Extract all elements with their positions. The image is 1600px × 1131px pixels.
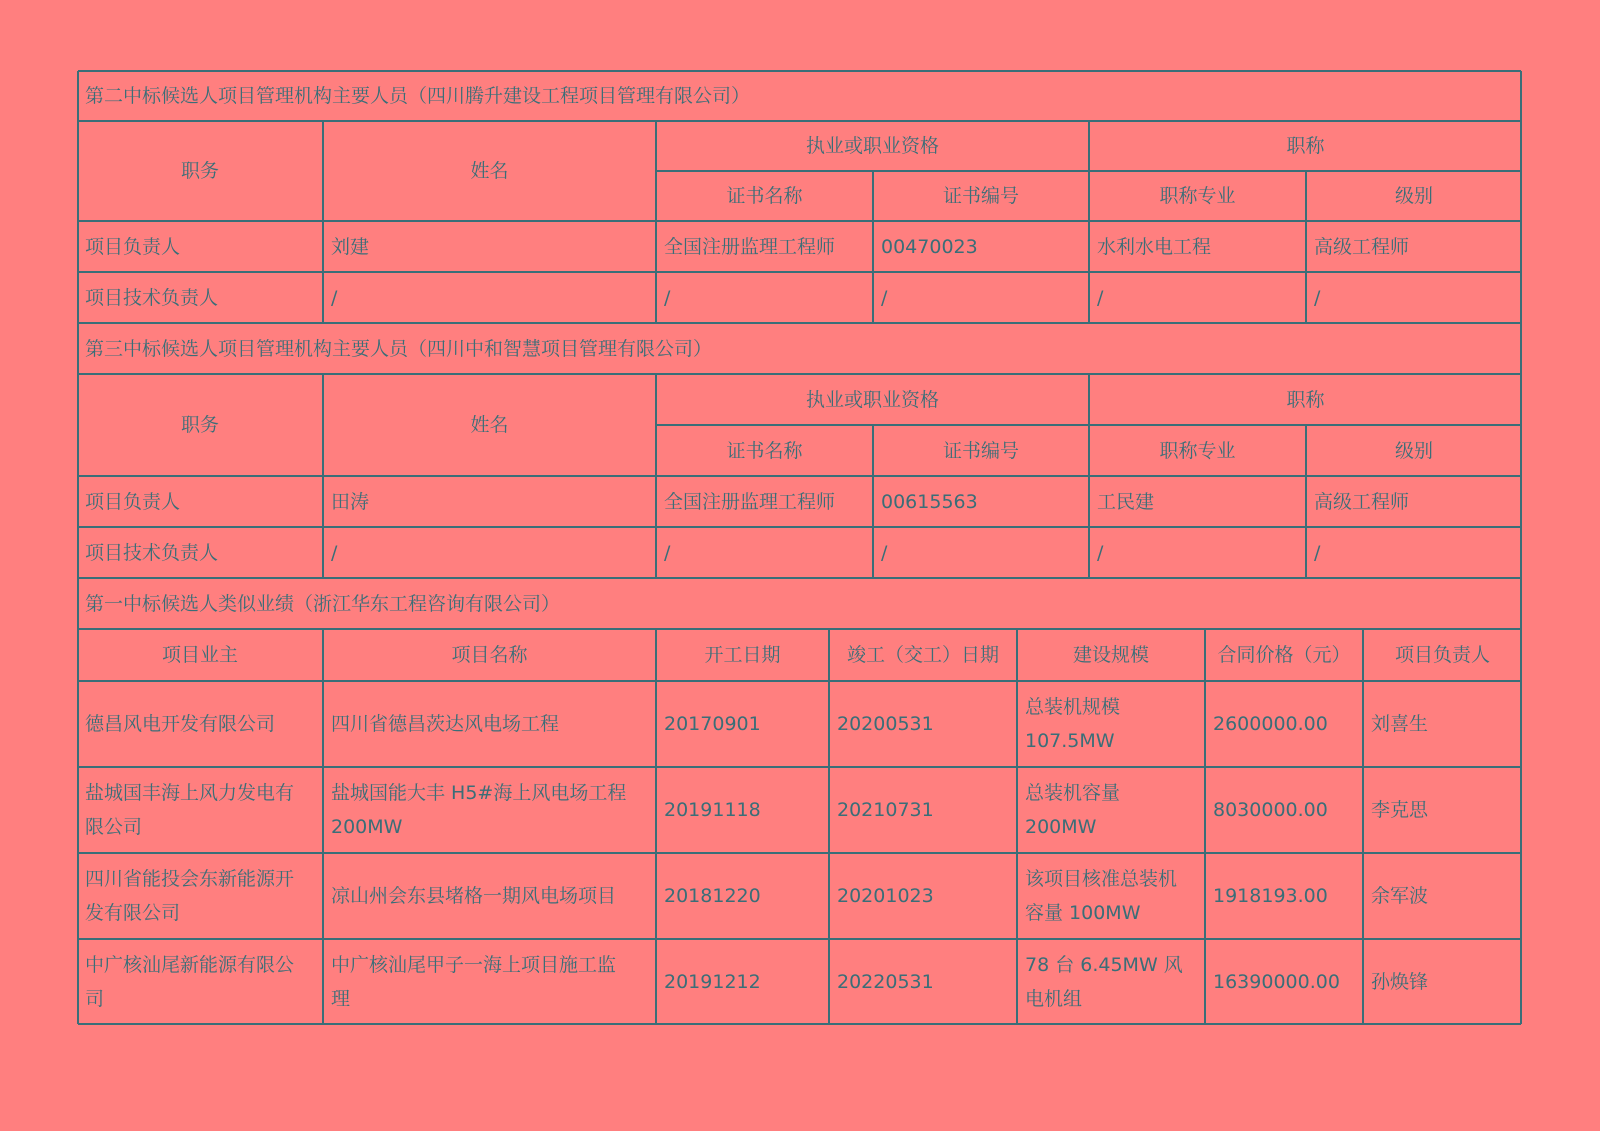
table-cell: 1918193.00 [1213,885,1328,907]
table-cell: 中广核汕尾甲子一海上项目施工监 理 [331,954,617,1010]
table-cell: 全国注册监理工程师 [664,490,836,513]
table-cell: 项目技术负责人 [85,286,219,309]
section-title: 第一中标候选人类似业绩（浙江华东工程咨询有限公司） [85,592,561,615]
table-cell: 刘喜生 [1371,713,1429,735]
header-title: 职称 [1286,388,1325,411]
header-cert-no: 证书编号 [942,185,1019,207]
header-level: 级别 [1394,185,1433,207]
table-cell: 高级工程师 [1314,235,1410,258]
table-cell: / [1314,286,1321,309]
table-cell: 8030000.00 [1213,799,1328,821]
table-cell: 盐城国丰海上风力发电有 限公司 [85,782,295,838]
table-cell: / [881,541,888,564]
table-cell: 00470023 [881,235,978,258]
table-cell: 凉山州会东县堵格一期风电场项目 [331,885,617,907]
table-cell: 20210731 [837,799,934,821]
section-title: 第二中标候选人项目管理机构主要人员（四川腾升建设工程项目管理有限公司） [85,84,751,107]
table-cell: 2600000.00 [1213,713,1328,735]
table-cell: 水利水电工程 [1097,235,1212,258]
header-role: 职务 [180,414,219,436]
perf-header: 竣工（交工）日期 [846,644,999,666]
header-title-major: 职称专业 [1159,439,1236,462]
header-role: 职务 [180,160,219,182]
perf-header: 建设规模 [1072,644,1149,666]
table-cell: 全国注册监理工程师 [664,235,836,258]
table-cell: 16390000.00 [1213,971,1340,993]
table-cell: 00615563 [881,490,978,513]
header-cert-name: 证书名称 [726,439,803,462]
table-cell: 中广核汕尾新能源有限公 司 [85,954,295,1010]
table-cell: 项目负责人 [85,490,181,513]
table-cell: 20191118 [664,799,761,821]
perf-header: 项目负责人 [1394,644,1490,666]
document-table [77,70,1522,1025]
table-cell: 工民建 [1097,490,1155,513]
table-cell: / [664,286,671,309]
table-cell: 项目负责人 [85,235,181,258]
table-cell: 余军波 [1371,885,1429,907]
header-level: 级别 [1394,439,1433,462]
section-title: 第三中标候选人项目管理机构主要人员（四川中和智慧项目管理有限公司） [85,337,713,360]
perf-header: 项目业主 [161,644,238,666]
table-cell: / [664,541,671,564]
header-name: 姓名 [470,414,509,436]
table-cell: 高级工程师 [1314,490,1410,513]
table-cell: 李克思 [1371,799,1429,821]
table-cell: 20201023 [837,885,934,907]
table-cell: 总装机容量 200MW [1025,782,1121,838]
table-cell: 孙焕锋 [1371,971,1429,993]
table-cell: 20170901 [664,713,761,735]
table-cell: / [1097,541,1104,564]
header-cert-no: 证书编号 [942,439,1019,462]
table-cell: 20220531 [837,971,934,993]
table-cell: / [331,286,338,309]
header-title: 职称 [1286,135,1325,157]
header-qualification: 执业或职业资格 [805,135,939,157]
table-cell: 刘建 [331,235,370,258]
header-qualification: 执业或职业资格 [805,388,939,411]
table-cell: / [1097,286,1104,309]
table-cell: 该项目核准总装机 容量 100MW [1025,868,1178,924]
perf-header: 项目名称 [451,644,528,666]
table-cell: 项目技术负责人 [85,541,219,564]
table-cell: / [881,286,888,309]
header-cert-name: 证书名称 [726,185,803,207]
table-cell: 四川省能投会东新能源开 发有限公司 [85,868,295,924]
table-cell: 78 台 6.45MW 风 电机组 [1025,954,1183,1010]
header-name: 姓名 [470,160,509,182]
table-cell: / [331,541,338,564]
table-cell: 盐城国能大丰 H5#海上风电场工程 200MW [331,782,627,838]
perf-header: 合同价格（元） [1217,644,1351,666]
table-cell: 20181220 [664,885,761,907]
table-cell: 德昌风电开发有限公司 [85,713,276,735]
table-cell: 总装机规模 107.5MW [1025,696,1121,752]
header-title-major: 职称专业 [1159,185,1236,207]
perf-header: 开工日期 [704,644,781,666]
table-cell: 四川省德昌茨达风电场工程 [331,713,560,735]
table-cell: 20200531 [837,713,934,735]
table-cell: 田涛 [331,490,370,513]
table-cell: 20191212 [664,971,761,993]
table-cell: / [1314,541,1321,564]
